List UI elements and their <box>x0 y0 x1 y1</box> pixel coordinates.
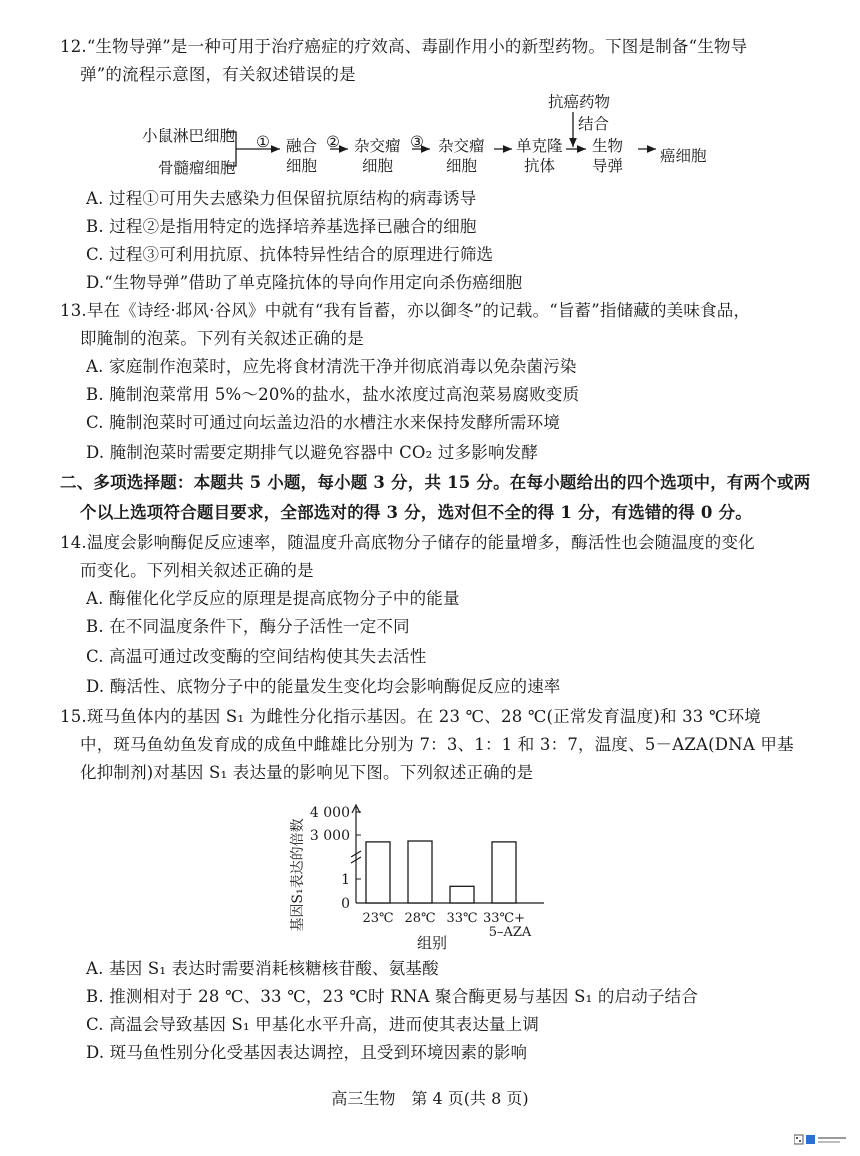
q14-option-c: C. 高温可通过改变酶的空间结构使其失去活性 <box>86 647 427 666</box>
q15-bar-chart <box>282 795 562 955</box>
q15-option-a: A. 基因 S₁ 表达时需要消耗核糖核苷酸、氨基酸 <box>86 959 439 978</box>
flow-step2: ② <box>326 133 340 151</box>
q12-stem-line2: 弹”的流程示意图，有关叙述错误的是 <box>80 65 356 84</box>
chart-yticks <box>310 805 361 912</box>
flow-myeloma-cell: 骨髓瘤细胞 <box>158 159 236 177</box>
q12-option-c: C. 过程③可利用抗原、抗体特异性结合的原理进行筛选 <box>86 245 494 264</box>
section2-header-line1: 二、多项选择题：本题共 5 小题，每小题 3 分，共 15 分。在每小题给出的四个选项中，有两个或两 <box>60 473 811 492</box>
chart-bars <box>366 841 516 903</box>
x-tick-label-line2: 5–AZA <box>488 925 532 940</box>
flow-lymph-cell: 小鼠淋巴细胞 <box>142 127 236 145</box>
q13-stem-line2: 即腌制的泡菜。下列有关叙述正确的是 <box>80 329 364 348</box>
flow-mab-a: 单克隆 <box>516 137 563 155</box>
flow-step1: ① <box>256 133 270 151</box>
q15-option-b: B. 推测相对于 28 ℃、33 ℃，23 ℃时 RNA 聚合酶更易与基因 S₁ 的启动子结合 <box>86 987 699 1006</box>
y-tick-label: 1 <box>341 872 350 888</box>
flow-hybrid1-b: 细胞 <box>362 157 394 175</box>
q13-option-c: C. 腌制泡菜时可通过向坛盖边沿的水槽注水来保持发酵所需环境 <box>86 413 561 432</box>
chart-ylabel: 基因S₁表达的倍数 <box>290 818 306 932</box>
flow-missile-b: 导弹 <box>592 157 624 175</box>
flow-hybrid1-a: 杂交瘤 <box>354 137 401 155</box>
q15-stem-line1: 15.斑马鱼体内的基因 S₁ 为雌性分化指示基因。在 23 ℃、28 ℃(正常发育温度)和 33 ℃环境 <box>60 707 762 726</box>
flow-step3: ③ <box>410 133 424 151</box>
y-tick-label: 0 <box>341 896 350 912</box>
section2-header-line2: 个以上选项符合题目要求，全部选对的得 3 分，选对但不全的得 1 分，有选错的得 0 分。 <box>80 503 752 522</box>
q14-stem-line2: 而变化。下列相关叙述正确的是 <box>80 561 314 580</box>
flow-fusion-b: 细胞 <box>286 157 318 175</box>
chart-xlabel: 组别 <box>416 934 448 952</box>
q12-option-b: B. 过程②是指用特定的选择培养基选择已融合的细胞 <box>86 217 477 236</box>
q14-stem-line1: 14.温度会影响酶促反应速率，随温度升高底物分子储存的能量增多，酶活性也会随温度的变化 <box>60 533 755 552</box>
q15-stem-line2: 中，斑马鱼幼鱼发育成的成鱼中雌雄比分别为 7：3、1：1 和 3：7，温度、5－AZA(DNA 甲基 <box>80 735 794 754</box>
x-tick-label: 33℃+ <box>483 911 525 926</box>
q13-option-a: A. 家庭制作泡菜时，应先将食材清洗干净并彻底消毒以免杂菌污染 <box>86 357 577 376</box>
page-footer: 高三生物 第 4 页(共 8 页) <box>331 1089 529 1108</box>
y-tick-label: 4 000 <box>309 805 350 821</box>
flow-drug: 抗癌药物 <box>548 93 611 111</box>
flow-mab-b: 抗体 <box>524 157 556 175</box>
q12-stem-line1: 12.“生物导弹”是一种可用于治疗癌症的疗效高、毒副作用小的新型药物。下图是制备“生物导 <box>60 37 748 56</box>
q15-option-d: D. 斑马鱼性别分化受基因表达调控，且受到环境因素的影响 <box>86 1043 528 1062</box>
x-tick-label: 23℃ <box>362 911 394 926</box>
flow-missile-a: 生物 <box>592 137 624 155</box>
q14-option-d: D. 酶活性、底物分子中的能量发生变化均会影响酶促反应的速率 <box>86 677 561 696</box>
q15-stem-line3: 化抑制剂)对基因 S₁ 表达量的影响见下图。下列叙述正确的是 <box>80 763 534 782</box>
q14-option-b: B. 在不同温度条件下，酶分子活性一定不同 <box>86 617 410 636</box>
flow-combine: 结合 <box>578 115 610 133</box>
q13-option-d: D. 腌制泡菜时需要定期排气以避免容器中 CO₂ 过多影响发酵 <box>86 443 539 462</box>
chart-xlabels <box>362 911 531 940</box>
x-tick-label: 28℃ <box>404 911 436 926</box>
bar-2 <box>408 841 432 903</box>
bar-3 <box>450 886 474 903</box>
q13-option-b: B. 腌制泡菜常用 5%～20%的盐水，盐水浓度过高泡菜易腐败变质 <box>86 385 580 404</box>
q12-option-d: D.“生物导弹”借助了单克隆抗体的导向作用定向杀伤癌细胞 <box>86 273 523 292</box>
q12-option-a: A. 过程①可用失去感染力但保留抗原结构的病毒诱导 <box>86 189 477 208</box>
q15-option-c: C. 高温会导致基因 S₁ 甲基化水平升高，进而使其表达量上调 <box>86 1015 540 1034</box>
bar-4 <box>492 842 516 903</box>
q14-option-a: A. 酶催化化学反应的原理是提高底物分子中的能量 <box>86 589 460 608</box>
scanner-watermark <box>794 1134 848 1146</box>
bar-1 <box>366 842 390 903</box>
y-tick-label: 3 000 <box>309 828 350 844</box>
q12-flow-diagram <box>120 92 740 182</box>
flow-cancer-cell: 癌细胞 <box>660 147 707 165</box>
flow-hybrid2-b: 细胞 <box>446 157 478 175</box>
q13-stem-line1: 13.早在《诗经·邶风·谷风》中就有“我有旨蓄，亦以御冬”的记载。“旨蓄”指储藏的美味食品， <box>60 301 751 320</box>
chart-canvas <box>282 795 562 955</box>
x-tick-label: 33℃ <box>446 911 478 926</box>
flow-fusion-a: 融合 <box>286 137 318 155</box>
flow-hybrid2-a: 杂交瘤 <box>438 137 485 155</box>
